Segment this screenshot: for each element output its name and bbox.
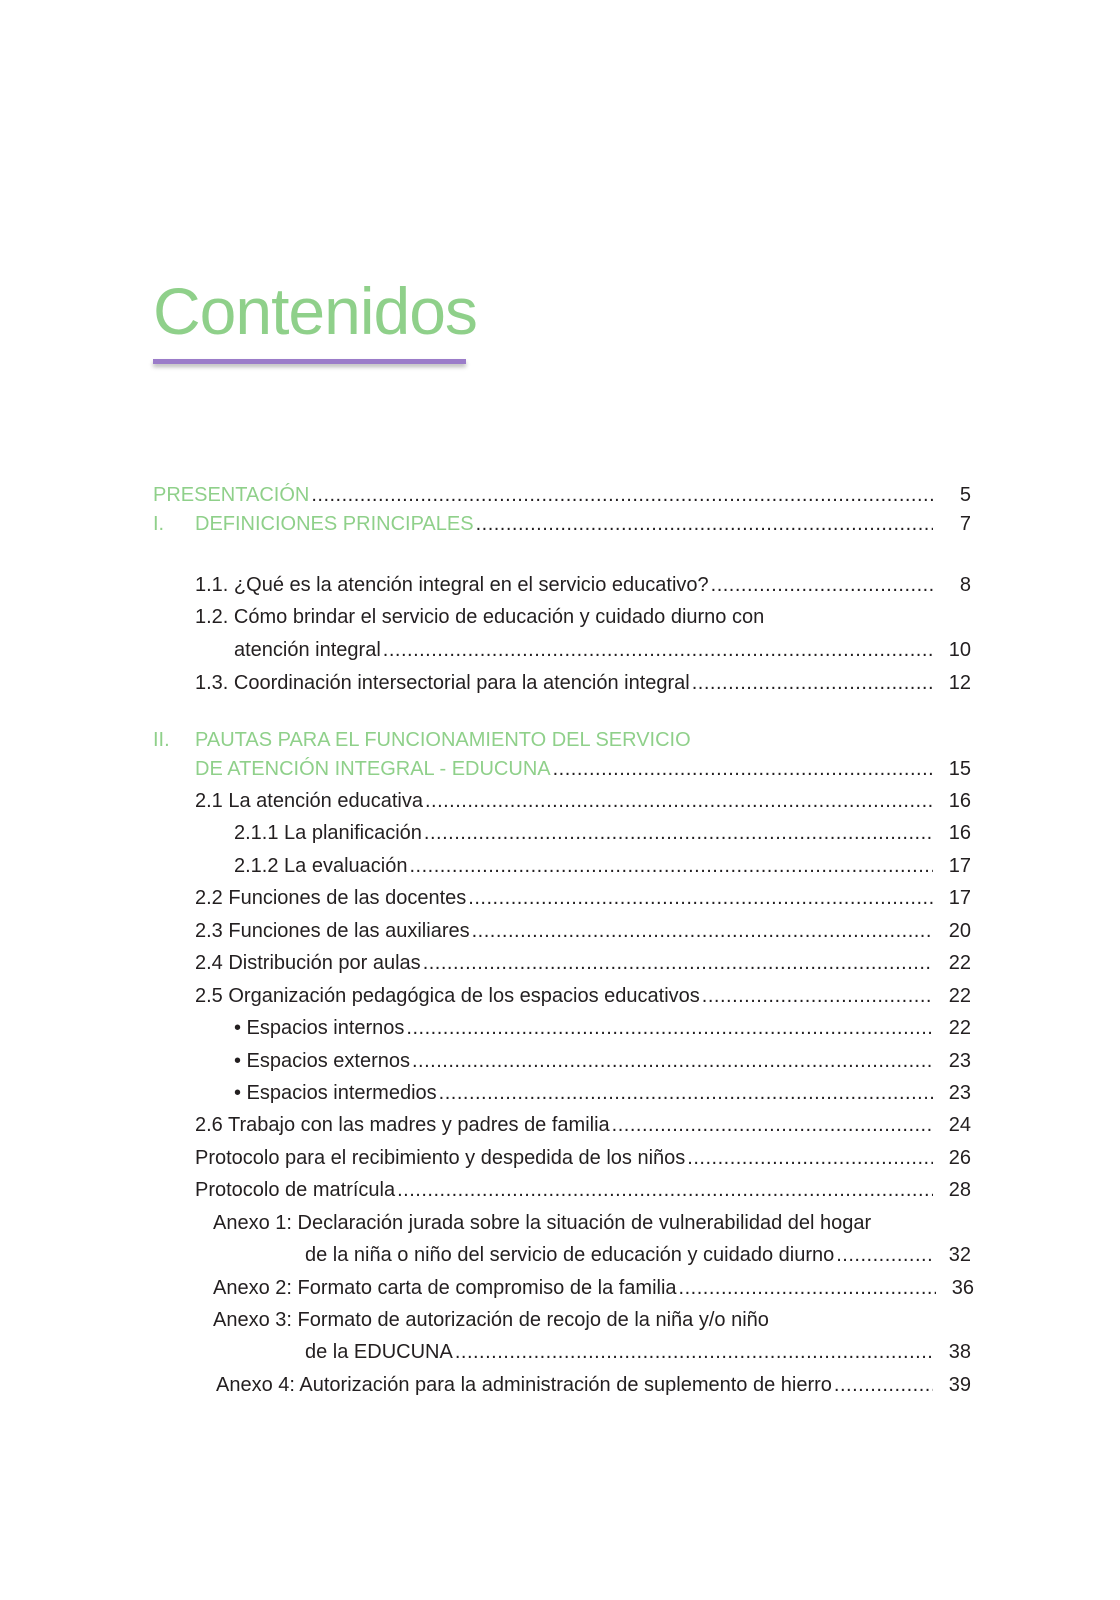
toc-entry-anexo-3-line1[interactable] [213, 1305, 971, 1335]
toc-page-number: 7 [959, 513, 971, 535]
toc-label-wrap [153, 725, 691, 755]
toc-page-number: 39 [948, 1374, 971, 1396]
toc-leader-dots [383, 635, 933, 665]
toc-page-number: 22 [948, 1017, 971, 1039]
toc-page-number: 5 [959, 484, 971, 506]
toc-entry-protocolo-matricula[interactable] [195, 1175, 971, 1205]
toc-leader-dots [472, 916, 933, 946]
toc-entry-2-1[interactable] [195, 786, 971, 816]
toc-entry-section-2-line2[interactable] [195, 754, 971, 784]
toc-entry-anexo-4[interactable] [216, 1370, 971, 1400]
toc-label: Anexo 1: Declaración jurada sobre la situación de vulnerabilidad del hogar [213, 1212, 872, 1234]
toc-entry-anexo-1-line1[interactable] [213, 1208, 971, 1238]
toc-leader-dots [836, 1240, 933, 1270]
toc-label: atención integral [234, 639, 381, 661]
toc-label: 2.3 Funciones de las auxiliares [195, 920, 470, 942]
toc-entry-protocolo-recibimiento[interactable] [195, 1143, 971, 1173]
toc-label: 2.2 Funciones de las docentes [195, 887, 467, 909]
toc-leader-dots [476, 509, 933, 539]
toc-page-number: 22 [948, 985, 971, 1007]
toc-label: Anexo 2: Formato carta de compromiso de la familia [213, 1277, 677, 1299]
toc-entry-presentacion[interactable] [153, 480, 971, 510]
toc-page-number: 10 [948, 639, 971, 661]
toc-label: • Espacios intermedios [234, 1082, 437, 1104]
toc-entry-1-3[interactable] [195, 668, 971, 698]
toc-label: 2.4 Distribución por aulas [195, 952, 421, 974]
toc-entry-anexo-1-line2[interactable] [305, 1240, 971, 1270]
toc-page-number: 17 [948, 855, 971, 877]
toc-leader-dots [311, 480, 933, 510]
toc-page-number: 23 [948, 1082, 971, 1104]
toc-page-number: 16 [948, 822, 971, 844]
toc-label-wrap [153, 509, 474, 539]
toc-leader-dots [468, 883, 933, 913]
toc-page-number: 16 [948, 790, 971, 812]
toc-leader-dots [679, 1273, 936, 1303]
toc-entry-espacios-externos[interactable] [234, 1046, 971, 1076]
toc-page-number: 12 [948, 672, 971, 694]
toc-page-number: 36 [951, 1277, 974, 1299]
toc-leader-dots [397, 1175, 933, 1205]
toc-label: DEFINICIONES PRINCIPALES [195, 513, 474, 535]
toc-entry-2-6[interactable] [195, 1110, 971, 1140]
toc-entry-2-5[interactable] [195, 981, 971, 1011]
toc-page-number: 8 [959, 574, 971, 596]
toc-page-number: 23 [948, 1050, 971, 1072]
toc-label: • Espacios internos [234, 1017, 405, 1039]
toc-label: 2.6 Trabajo con las madres y padres de familia [195, 1114, 610, 1136]
toc-label: • Espacios externos [234, 1050, 410, 1072]
toc-leader-dots [711, 570, 933, 600]
toc-label: 2.5 Organización pedagógica de los espacios educativos [195, 985, 700, 1007]
toc-entry-2-4[interactable] [195, 948, 971, 978]
toc-entry-2-3[interactable] [195, 916, 971, 946]
toc-leader-dots [425, 786, 933, 816]
toc-leader-dots [834, 1370, 933, 1400]
toc-entry-1-2-line1[interactable] [195, 602, 971, 632]
toc-page-number: 17 [948, 887, 971, 909]
toc-entry-section-2-line1[interactable] [153, 725, 971, 755]
toc-label: de la niña o niño del servicio de educación y cuidado diurno [305, 1244, 835, 1266]
toc-page-number: 26 [948, 1147, 971, 1169]
toc-entry-section-1[interactable] [153, 509, 971, 539]
toc-entry-anexo-3-line2[interactable] [305, 1337, 971, 1367]
toc-label: 2.1.1 La planificación [234, 822, 422, 844]
toc-leader-dots [439, 1078, 933, 1108]
toc-leader-dots [412, 1046, 933, 1076]
toc-label: 1.1. ¿Qué es la atención integral en el servicio educativo? [195, 574, 709, 596]
toc-entry-espacios-internos[interactable] [234, 1013, 971, 1043]
toc-section-number: I. [153, 513, 165, 535]
toc-page-number: 20 [948, 920, 971, 942]
toc-entry-espacios-intermedios[interactable] [234, 1078, 971, 1108]
toc-leader-dots [553, 754, 933, 784]
toc-page-number: 24 [948, 1114, 971, 1136]
toc-entry-1-1[interactable] [195, 570, 971, 600]
toc-label: Anexo 4: Autorización para la administración de suplemento de hierro [216, 1374, 832, 1396]
toc-page-number: 22 [948, 952, 971, 974]
toc-section-number: II. [153, 729, 170, 751]
toc-leader-dots [406, 1013, 933, 1043]
toc-leader-dots [409, 851, 933, 881]
toc-entry-2-1-2[interactable] [234, 851, 971, 881]
toc-leader-dots [455, 1337, 933, 1367]
toc-entry-1-2-line2[interactable] [234, 635, 971, 665]
toc-entry-anexo-2[interactable] [213, 1273, 974, 1303]
toc-entry-2-1-1[interactable] [234, 818, 971, 848]
toc-label: DE ATENCIÓN INTEGRAL - EDUCUNA [195, 758, 551, 780]
toc-leader-dots [423, 948, 933, 978]
toc-label: 2.1.2 La evaluación [234, 855, 408, 877]
toc-label: Protocolo para el recibimiento y despedida de los niños [195, 1147, 686, 1169]
toc-label: PRESENTACIÓN [153, 484, 310, 506]
toc-page-number: 32 [948, 1244, 971, 1266]
toc-page-number: 38 [948, 1341, 971, 1363]
toc-page-number: 15 [948, 758, 971, 780]
toc-label: 2.1 La atención educativa [195, 790, 423, 812]
toc-label: de la EDUCUNA [305, 1341, 453, 1363]
page-title: Contenidos [153, 274, 477, 348]
toc-leader-dots [692, 668, 933, 698]
toc-page-number: 28 [948, 1179, 971, 1201]
toc-leader-dots [424, 818, 933, 848]
toc-label: Anexo 3: Formato de autorización de recojo de la niña y/o niño [213, 1309, 769, 1331]
toc-entry-2-2[interactable] [195, 883, 971, 913]
toc-label: Protocolo de matrícula [195, 1179, 396, 1201]
toc-leader-dots [687, 1143, 933, 1173]
toc-label: 1.3. Coordinación intersectorial para la atención integral [195, 672, 690, 694]
toc-label: 1.2. Cómo brindar el servicio de educación y cuidado diurno con [195, 606, 765, 628]
toc-leader-dots [702, 981, 933, 1011]
toc-leader-dots [612, 1110, 933, 1140]
toc-label: PAUTAS PARA EL FUNCIONAMIENTO DEL SERVICIO [195, 729, 691, 751]
